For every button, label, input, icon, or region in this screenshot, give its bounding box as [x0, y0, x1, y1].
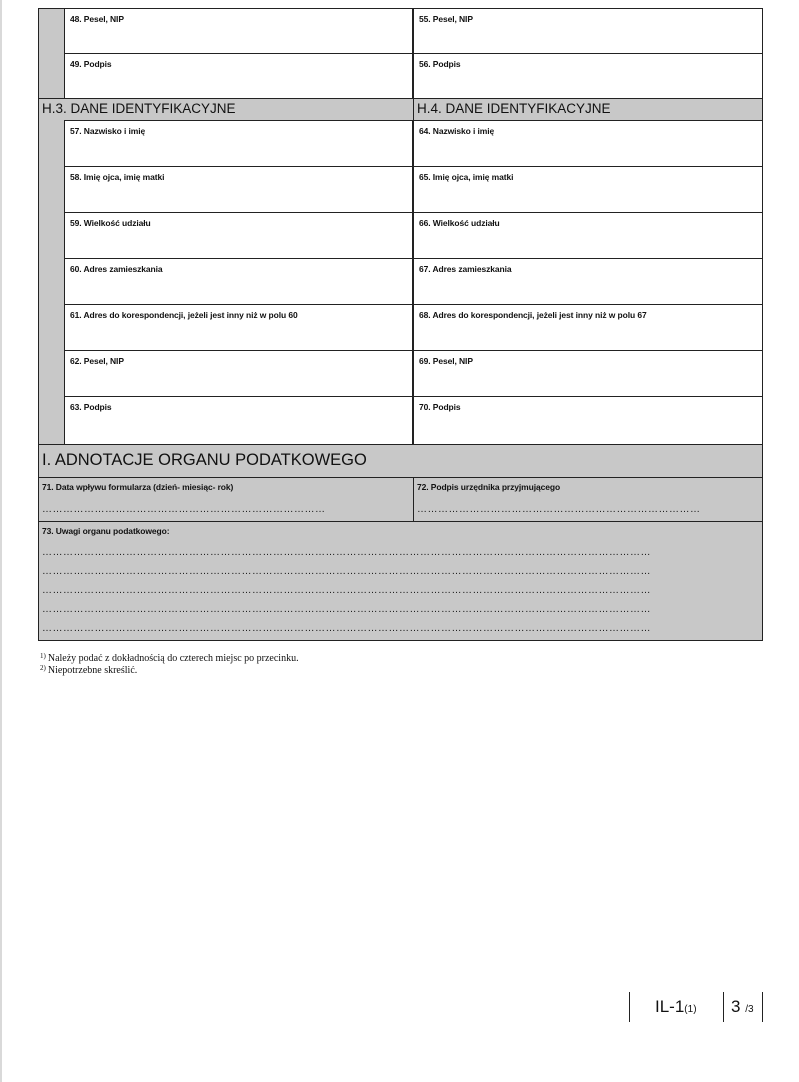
section-h4-title: H.4. DANE IDENTYFIKACYJNE	[417, 101, 611, 116]
field-66-label: 66. Wielkość udziału	[419, 218, 500, 228]
field-73-label: 73. Uwagi organu podatkowego:	[42, 526, 170, 536]
field-65-label: 65. Imię ojca, imię matki	[419, 172, 514, 182]
divider	[38, 521, 763, 522]
field-63-label: 63. Podpis	[70, 402, 112, 412]
section-divider	[413, 98, 414, 120]
remarks-line[interactable]: …………………………………………………………………………………………………………………………………………………………	[42, 547, 651, 558]
field-70-label: 70. Podpis	[419, 402, 461, 412]
field-59-label: 59. Wielkość udziału	[70, 218, 151, 228]
field-58[interactable]	[64, 166, 413, 213]
field-67[interactable]	[413, 258, 763, 305]
footnote-1-text: Należy podać z dokładnością do czterech miejsc po przecinku.	[47, 653, 299, 664]
page-current: 3	[731, 997, 741, 1016]
field-49[interactable]	[64, 53, 413, 99]
field-57-label: 57. Nazwisko i imię	[70, 126, 146, 136]
field-59[interactable]	[64, 212, 413, 259]
page-total: /3	[745, 1004, 754, 1015]
section-h3-title: H.3. DANE IDENTYFIKACYJNE	[42, 101, 236, 116]
field-48[interactable]	[64, 8, 413, 54]
footer-divider	[629, 992, 630, 1022]
form-code	[655, 997, 697, 1017]
remarks-line[interactable]: …………………………………………………………………………………………………………………………………………………………	[42, 566, 651, 577]
field-63[interactable]	[64, 396, 413, 445]
page-number	[731, 997, 754, 1017]
footnote-1-mark: 1)	[40, 652, 46, 660]
divider	[413, 477, 414, 522]
field-60-label: 60. Adres zamieszkania	[70, 264, 163, 274]
footnote-2	[40, 665, 137, 676]
field-61[interactable]	[64, 304, 413, 351]
footnote-2-mark: 2)	[40, 664, 46, 672]
field-55-label: 55. Pesel, NIP	[419, 14, 473, 24]
remarks-line[interactable]: …………………………………………………………………………………………………………………………………………………………	[42, 585, 651, 596]
field-62-label: 62. Pesel, NIP	[70, 356, 124, 366]
field-65[interactable]	[413, 166, 763, 213]
remarks-line[interactable]: …………………………………………………………………………………………………………………………………………………………	[42, 604, 651, 615]
form-code-version: (1)	[684, 1004, 697, 1015]
field-62[interactable]	[64, 350, 413, 397]
field-58-label: 58. Imię ojca, imię matki	[70, 172, 165, 182]
field-69-label: 69. Pesel, NIP	[419, 356, 473, 366]
field-72-label: 72. Podpis urzędnika przyjmującego	[417, 482, 561, 492]
form-code-main: IL-1	[655, 997, 685, 1016]
field-71-input[interactable]: ………………………………………………………………………	[42, 504, 326, 515]
field-72-input[interactable]: ………………………………………………………………………	[417, 504, 701, 515]
footer-divider	[762, 992, 763, 1022]
field-61-label: 61. Adres do korespondencji, jeżeli jest inny niż w polu 60	[70, 310, 298, 320]
field-49-label: 49. Podpis	[70, 59, 112, 69]
field-60[interactable]	[64, 258, 413, 305]
field-69[interactable]	[413, 350, 763, 397]
field-55[interactable]	[413, 8, 763, 54]
field-68-label: 68. Adres do korespondencji, jeżeli jest inny niż w polu 67	[419, 310, 647, 320]
field-56[interactable]	[413, 53, 763, 99]
remarks-line[interactable]: …………………………………………………………………………………………………………………………………………………………	[42, 623, 651, 634]
divider	[38, 477, 763, 478]
field-70[interactable]	[413, 396, 763, 445]
field-64-label: 64. Nazwisko i imię	[419, 126, 495, 136]
field-64[interactable]	[413, 120, 763, 167]
page-edge	[0, 0, 2, 1082]
field-66[interactable]	[413, 212, 763, 259]
field-67-label: 67. Adres zamieszkania	[419, 264, 512, 274]
field-71-label: 71. Data wpływu formularza (dzień- miesiąc- rok)	[42, 482, 234, 492]
field-68[interactable]	[413, 304, 763, 351]
field-56-label: 56. Podpis	[419, 59, 461, 69]
field-57[interactable]	[64, 120, 413, 167]
section-i-title: I. ADNOTACJE ORGANU PODATKOWEGO	[42, 451, 367, 469]
field-48-label: 48. Pesel, NIP	[70, 14, 124, 24]
footnote-1	[40, 653, 299, 664]
footnote-2-text: Niepotrzebne skreślić.	[47, 665, 138, 676]
footer-divider	[723, 992, 724, 1022]
